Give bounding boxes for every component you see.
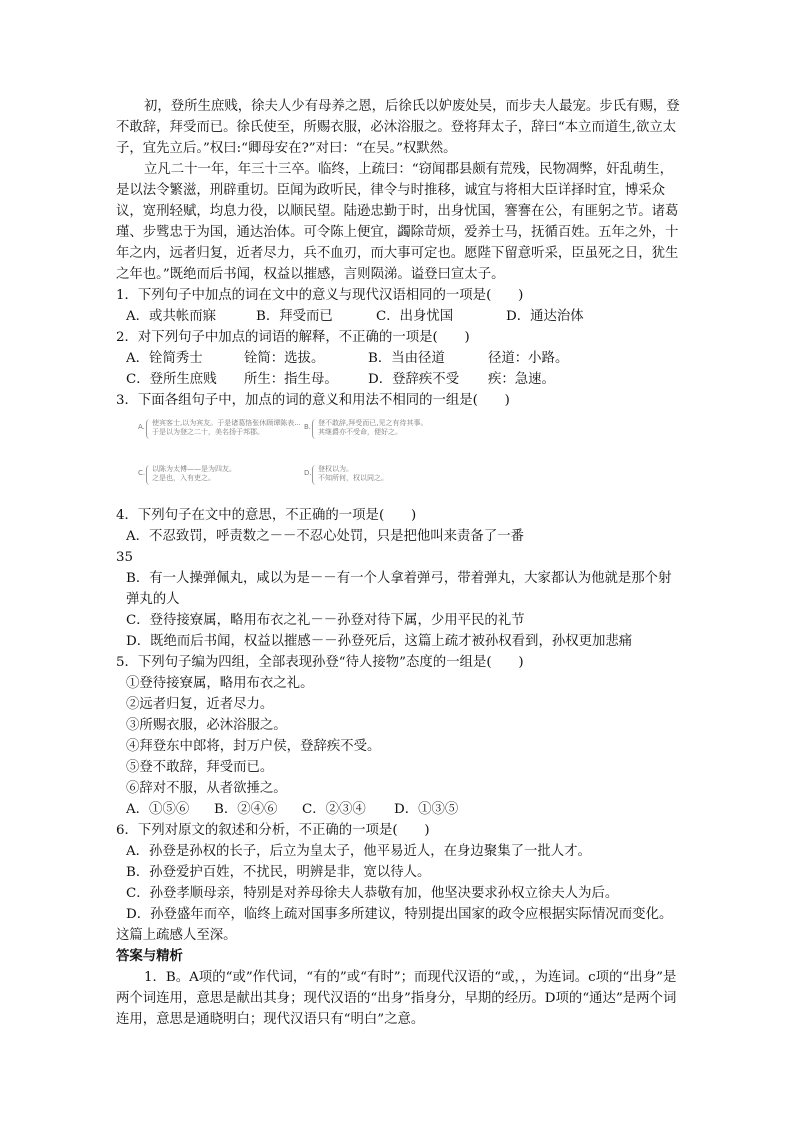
stray-number: 35	[116, 550, 134, 565]
answers-text: 1．B。A项的“或”作代词，“有的”或“有时”；而现代汉语的“或，，为连词。c项的“出身”是两个词连用，意思是献出其身；现代汉语的“出身”指身分，早期的经历。D项的“通达”是两个词连用，意思是通晓明白；现代汉语只有“明白”之意。	[116, 970, 677, 1027]
option-a: A．铨简秀士	[126, 351, 203, 366]
question-6-stem: 6．下列对原文的叙述和分析，不正确的一项是( )	[116, 823, 430, 838]
option-a: A．孙登是孙权的长子，后立为皇太子，他平易近人，在身边聚集了一批人才。	[126, 844, 591, 859]
option-d: D．孙登盛年而卒，临终上疏对国事多所建议，特别提出国家的政令应根据实际情况而变化。这篇上疏感人至深。	[116, 907, 673, 943]
question-5-stem: 5．下列句子编为四组，全部表现孙登“待人接物”态度的一组是( )	[116, 655, 524, 670]
question-5-item: ①登待接寮属，略用布衣之礼。	[126, 676, 314, 691]
option-a: A．①⑤⑥	[126, 802, 190, 817]
question-3-options-image: A. 使宾客士,以为宾友。于是诸葛恪张休顾谭陈表... 于是以为登之二十，美名扬于邦郡。 B. 登不敢辞,拜受而已,见之有待其事。 其继爵亦不受命，便好之。 C. 以陈为太傅——是为四友。 之是也，入有吏之。 D. 登权以为。 不知所何，权以同之。	[116, 413, 682, 501]
option-b: B．拜受而已	[256, 309, 333, 324]
option-c: C．②③④	[302, 802, 366, 817]
option-b-gloss: 径道：小路。	[488, 351, 569, 366]
question-5-item: ⑥辞对不服，从者欲捶之。	[126, 781, 287, 796]
option-a: A．不忍致罚，呼责数之－－不忍心处罚，只是把他叫来责备了一番	[126, 529, 524, 544]
option-c-gloss: 所生：指生母。	[244, 372, 338, 387]
passage-paragraph: 立凡二十一年，年三十三卒。临终，上疏曰：“窃闻郡县颇有荒残，民物凋弊，奸乱萌生，是以法令繁滋，刑辟重切。臣闻为政听民，律令与时推移，诚宜与将相大臣详择时宜，博采众议，宽刑轻赋，均息力役，以顺民望。陆逊忠勤于时，出身忧国，謇謇在公，有匪躬之节。诸葛瑾、步骘忠于为国，通达治体。可令陈上便宜，蠲除苛烦，爱养士马，抚循百姓。五年之外，十年之内，远者归复，近者尽力，兵不血刃，而大事可定也。愿陛下留意听采，臣虽死之日，犹生之年也。”既绝而后书闻，权益以摧感，言则陨涕。谥登曰宣太子。	[116, 162, 679, 282]
option-b: B．②④⑥	[214, 802, 278, 817]
answers-title: 答案与精析	[116, 949, 183, 964]
option-b: B．有一人操弹佩丸，咸以为是－－有一个人拿着弹弓，带着弹丸，大家都认为他就是那个射弹丸的人	[126, 571, 672, 607]
option-b: B．孙登爱护百姓，不扰民，明辨是非，宽以待人。	[126, 865, 431, 880]
option-d: D．登辞疾不受	[368, 372, 460, 387]
option-a-gloss: 铨简：选拔。	[244, 351, 325, 366]
question-5-item: ④拜登东中郎将，封万户侯，登辞疾不受。	[126, 739, 381, 754]
option-d: D．通达治体	[506, 309, 584, 324]
option-a: A．或共帐而寐	[126, 309, 217, 324]
passage-paragraph: 初，登所生庶贱，徐夫人少有母养之恩，后徐氏以妒废处吴，而步夫人最宠。步氏有赐，登不敢辞，拜受而已。徐氏使至，所赐衣服，必沐浴服之。登将拜太子，辞曰“本立而道生,欲立太子，宜先立后。”权曰:“卿母安在?”对曰：“在吴。”权默然。	[116, 99, 680, 156]
question-4-stem: 4．下列句子在文中的意思，不正确的一项是( )	[116, 508, 417, 523]
question-2-stem: 2．对下列句子中加点的词语的解释，不正确的一项是( )	[116, 330, 470, 345]
option-c: C．出身忧国	[376, 309, 454, 324]
option-b: B．当由径道	[368, 351, 445, 366]
option-d: D．①③⑤	[394, 802, 459, 817]
document-page	[116, 96, 682, 1030]
option-d: D．既绝而后书闻，权益以摧感－－孙登死后，这篇上疏才被孙权看到，孙权更加悲痛	[126, 634, 633, 649]
question-5-options	[116, 799, 682, 820]
question-5-item: ③所赐衣服，必沐浴服之。	[126, 718, 287, 733]
question-5-item: ⑤登不敢辞，拜受而已。	[126, 760, 274, 775]
question-1-stem: 1．下列句子中加点的词在文中的意义与现代汉语相同的一项是( )	[116, 288, 524, 303]
question-3-stem: 3．下面各组句子中，加点的词的意义和用法不相同的一组是( )	[116, 393, 510, 408]
option-d-gloss: 疾：急速。	[488, 372, 555, 387]
question-2-options-row	[116, 348, 682, 369]
question-5-item: ②远者归复，近者尽力。	[126, 697, 274, 712]
question-2-options-row	[116, 369, 682, 390]
option-c: C．孙登孝顺母亲，特别是对养母徐夫人恭敬有加，他坚决要求孙权立徐夫人为后。	[126, 886, 619, 901]
option-c: C．登所生庶贱	[126, 372, 217, 387]
option-c: C．登待接寮属，略用布衣之礼－－孙登对待下属，少用平民的礼节	[126, 613, 525, 628]
question-1-options	[116, 306, 682, 327]
